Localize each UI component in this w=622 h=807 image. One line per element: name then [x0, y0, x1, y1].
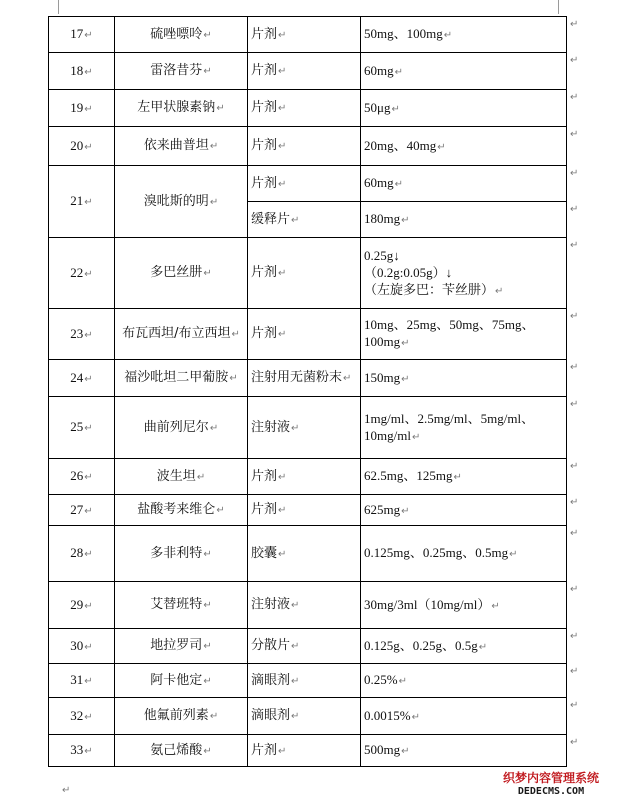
row-number [49, 629, 115, 664]
row-end-mark: ↵ [570, 203, 579, 215]
row-number [49, 53, 115, 90]
drug-name-text: 艾替班特 [150, 597, 203, 612]
specification [361, 127, 567, 166]
drug-name [115, 629, 248, 664]
drug-name-text: 依来曲普坦 [143, 138, 209, 153]
row-number-text: 26 [70, 468, 84, 483]
cell-end-mark: ↵ [291, 422, 300, 434]
row-number-text: 27 [70, 501, 84, 517]
row-number-text: 30 [70, 637, 84, 653]
cell-end-mark: ↵ [394, 179, 404, 190]
specification [361, 202, 567, 238]
table-row [49, 459, 567, 495]
dosage-form-text: 滴眼剂 [251, 672, 291, 688]
row-number [49, 397, 115, 459]
row-end-mark: ↵ [570, 128, 579, 140]
row-number [49, 459, 115, 495]
page-corner-mark-left [58, 0, 59, 14]
row-number-text: 23 [70, 325, 84, 341]
row-number [49, 127, 115, 166]
dosage-form [248, 17, 361, 53]
dosage-form [248, 202, 361, 238]
table-row [49, 664, 567, 698]
drug-name-text: 左甲状腺素钠 [137, 100, 216, 115]
drug-name-text: 曲前列尼尔 [143, 419, 209, 435]
spec-line: 500mg↵ [364, 742, 410, 757]
row-number [49, 166, 115, 238]
specification [361, 582, 567, 629]
cell-end-mark: ↵ [209, 196, 219, 208]
row-end-mark: ↵ [570, 527, 579, 539]
row-number-text: 28 [70, 545, 84, 560]
cell-end-mark: ↵ [291, 214, 300, 226]
cell-end-mark: ↵ [216, 103, 225, 114]
cell-end-mark: ↵ [84, 423, 93, 434]
drug-name [115, 53, 248, 90]
cell-end-mark: ↵ [84, 505, 93, 517]
cell-end-mark: ↵ [216, 505, 225, 516]
cell-end-mark: ↵ [203, 268, 212, 279]
table-row [49, 166, 567, 202]
drug-table [48, 16, 567, 767]
cell-end-mark: ↵ [203, 66, 212, 77]
cell-end-mark: ↵ [391, 103, 400, 115]
cell-end-mark: ↵ [84, 268, 93, 280]
spec-line: 0.25g↓ [364, 247, 400, 263]
cell-end-mark: ↵ [401, 338, 410, 349]
drug-name [115, 90, 248, 127]
cell-end-mark: ↵ [231, 329, 240, 340]
row-end-mark: ↵ [570, 310, 579, 322]
cell-end-mark: ↵ [278, 268, 287, 279]
cell-end-mark: ↵ [84, 676, 93, 687]
dosage-form [248, 629, 361, 664]
cell-end-mark: ↵ [84, 472, 93, 483]
dosage-form [248, 526, 361, 582]
drug-name [115, 582, 248, 629]
row-number [49, 735, 115, 767]
row-end-mark: ↵ [570, 54, 579, 66]
row-end-mark: ↵ [570, 361, 579, 373]
drug-name-text: 硫唑嘌呤 [150, 26, 203, 42]
specification [361, 495, 567, 526]
spec-line: 0.125g、0.25g、0.5g↵ [364, 637, 488, 653]
dosage-form [248, 698, 361, 735]
drug-name-text: 氨己烯酸 [150, 742, 203, 758]
cell-end-mark: ↵ [398, 676, 407, 687]
drug-name-text: 盐酸考来维仑 [137, 502, 216, 517]
dosage-form-text: 缓释片 [251, 211, 291, 227]
specification [361, 238, 567, 309]
row-end-mark: ↵ [570, 665, 579, 677]
row-end-mark: ↵ [570, 699, 579, 711]
cell-end-mark: ↵ [278, 29, 287, 41]
dosage-form-text: 片剂 [251, 265, 278, 280]
dosage-form-text: 片剂 [251, 468, 278, 484]
row-number [49, 238, 115, 309]
cell-end-mark: ↵ [278, 505, 287, 516]
spec-line: 60mg↵ [364, 62, 404, 78]
cell-end-mark: ↵ [411, 431, 421, 443]
drug-name [115, 698, 248, 735]
drug-name [115, 495, 248, 526]
drug-table-body [49, 17, 567, 767]
row-number [49, 17, 115, 53]
spec-line: 1mg/ml、2.5mg/ml、5mg/ml、 [364, 410, 535, 426]
drug-name-text: 雷洛昔芬 [150, 63, 203, 78]
table-row [49, 53, 567, 90]
cell-end-mark: ↵ [278, 141, 287, 152]
dosage-form [248, 90, 361, 127]
dosage-form [248, 309, 361, 360]
specification [361, 735, 567, 767]
specification [361, 53, 567, 90]
dosage-form [248, 664, 361, 698]
spec-line: （左旋多巴：苄丝肼）↵ [364, 281, 504, 297]
cell-end-mark: ↵ [203, 675, 212, 687]
cell-end-mark: ↵ [291, 711, 300, 722]
row-number [49, 309, 115, 360]
row-number-text: 17 [70, 26, 84, 41]
cell-end-mark: ↵ [84, 103, 93, 115]
row-number-text: 18 [70, 62, 84, 78]
cell-end-mark: ↵ [401, 505, 410, 517]
row-number-text: 21 [70, 193, 84, 208]
dosage-form-text: 片剂 [251, 26, 278, 42]
cell-end-mark: ↵ [278, 178, 287, 190]
spec-line: 10mg/ml↵ [364, 427, 421, 443]
row-number [49, 582, 115, 629]
dosage-form-text: 片剂 [251, 138, 278, 153]
row-end-mark: ↵ [570, 460, 579, 472]
row-end-mark: ↵ [570, 91, 579, 103]
spec-line: 625mg↵ [364, 501, 410, 517]
specification [361, 629, 567, 664]
spec-line: 0.0015%↵ [364, 707, 420, 723]
row-end-mark: ↵ [570, 630, 579, 642]
cell-end-mark: ↵ [203, 29, 212, 41]
dosage-form-text: 片剂 [251, 502, 278, 517]
cell-end-mark: ↵ [84, 641, 93, 653]
spec-line: 0.125mg、0.25mg、0.5mg↵ [364, 545, 518, 560]
dosage-form [248, 166, 361, 202]
row-number [49, 360, 115, 397]
row-end-mark: ↵ [570, 583, 579, 595]
row-number-text: 25 [70, 419, 84, 434]
cell-end-mark: ↵ [203, 548, 212, 560]
cell-end-mark: ↵ [209, 422, 219, 434]
row-end-mark: ↵ [570, 167, 579, 179]
table-row [49, 698, 567, 735]
cell-end-mark: ↵ [209, 711, 219, 722]
table-row [49, 735, 567, 767]
row-number-text: 31 [70, 672, 84, 687]
drug-name [115, 397, 248, 459]
cell-end-mark: ↵ [291, 675, 300, 687]
drug-name [115, 17, 248, 53]
specification [361, 526, 567, 582]
cell-end-mark: ↵ [453, 472, 462, 483]
table-row [49, 629, 567, 664]
row-end-mark: ↵ [570, 239, 579, 251]
cell-end-mark: ↵ [84, 373, 93, 385]
specification [361, 17, 567, 53]
specification [361, 90, 567, 127]
table-row [49, 90, 567, 127]
spec-line: 20mg、40mg↵ [364, 137, 446, 153]
table-row [49, 397, 567, 459]
page-corner-mark-right [558, 0, 559, 14]
cell-end-mark: ↵ [84, 549, 93, 560]
spec-line: 60mg↵ [364, 175, 404, 190]
dosage-form-text: 片剂 [251, 326, 278, 341]
row-number [49, 495, 115, 526]
table-row [49, 309, 567, 360]
cell-end-mark: ↵ [84, 66, 93, 78]
row-number [49, 698, 115, 735]
dosage-form-text: 分散片 [251, 638, 291, 653]
spec-line: 150mg↵ [364, 369, 410, 385]
cell-end-mark: ↵ [278, 329, 287, 340]
cell-end-mark: ↵ [343, 373, 352, 384]
table-row [49, 582, 567, 629]
cell-end-mark: ↵ [209, 141, 219, 152]
drug-name-text: 布瓦西坦/布立西坦 [122, 326, 231, 341]
cell-end-mark: ↵ [401, 746, 410, 757]
cell-end-mark: ↵ [443, 30, 453, 41]
drug-name [115, 526, 248, 582]
specification [361, 459, 567, 495]
dosage-form-text: 胶囊 [251, 545, 278, 561]
drug-name-text: 他氟前列素 [143, 708, 209, 723]
dosage-form [248, 53, 361, 90]
cell-end-mark: ↵ [84, 141, 93, 153]
cell-end-mark: ↵ [278, 745, 287, 757]
spec-line: 10mg、25mg、50mg、75mg、 [364, 317, 535, 332]
cell-end-mark: ↵ [491, 600, 500, 612]
dosage-form-text: 片剂 [251, 100, 278, 115]
table-row [49, 360, 567, 397]
row-number-text: 20 [70, 137, 84, 153]
specification [361, 309, 567, 360]
drug-name [115, 309, 248, 360]
row-number [49, 664, 115, 698]
cell-end-mark: ↵ [84, 30, 93, 41]
watermark [484, 771, 618, 798]
drug-name-text: 波生坦 [156, 468, 196, 484]
specification [361, 360, 567, 397]
cell-end-mark: ↵ [278, 103, 287, 114]
spec-line: 100mg↵ [364, 334, 410, 349]
cell-end-mark: ↵ [495, 285, 504, 297]
specification [361, 698, 567, 735]
cell-end-mark: ↵ [203, 600, 212, 611]
specification [361, 166, 567, 202]
table-row [49, 495, 567, 526]
spec-line: （0.2g:0.05g）↓ [364, 264, 453, 280]
drug-name-text: 多非利特 [150, 545, 203, 561]
drug-name [115, 360, 248, 397]
dosage-form [248, 238, 361, 309]
table-row [49, 127, 567, 166]
dosage-form [248, 582, 361, 629]
table-row [49, 526, 567, 582]
dosage-form-text: 滴眼剂 [251, 708, 291, 723]
row-number [49, 90, 115, 127]
dosage-form [248, 735, 361, 767]
cell-end-mark: ↵ [203, 641, 212, 652]
cell-end-mark: ↵ [509, 549, 518, 560]
dosage-form-text: 片剂 [251, 742, 278, 758]
paragraph-mark: ↵ [62, 785, 71, 796]
dosage-form [248, 127, 361, 166]
cell-end-mark: ↵ [84, 746, 93, 757]
drug-name [115, 664, 248, 698]
cell-end-mark: ↵ [411, 711, 420, 723]
row-number-text: 32 [70, 707, 84, 723]
spec-line: 62.5mg、125mg↵ [364, 468, 462, 483]
cell-end-mark: ↵ [84, 600, 93, 612]
row-number-text: 22 [70, 264, 84, 280]
watermark-title: 织梦内容管理系统 [502, 771, 599, 785]
specification [361, 664, 567, 698]
drug-name-text: 多巴丝肼 [150, 265, 203, 280]
cell-end-mark: ↵ [437, 141, 446, 153]
dosage-form [248, 397, 361, 459]
cell-end-mark: ↵ [401, 215, 410, 226]
cell-end-mark: ↵ [291, 641, 300, 652]
cell-end-mark: ↵ [478, 641, 488, 653]
cell-end-mark: ↵ [84, 711, 93, 723]
drug-name [115, 166, 248, 238]
spec-line: 50mg、100mg↵ [364, 26, 453, 41]
cell-end-mark: ↵ [291, 600, 300, 611]
row-number-text: 29 [70, 596, 84, 612]
drug-name-text: 福沙吡坦二甲葡胺 [124, 370, 229, 385]
dosage-form [248, 360, 361, 397]
row-number-text: 33 [70, 742, 84, 757]
dosage-form-text: 片剂 [251, 63, 278, 78]
cell-end-mark: ↵ [401, 373, 410, 385]
cell-end-mark: ↵ [278, 548, 287, 560]
drug-name-text: 地拉罗司 [150, 638, 203, 653]
cell-end-mark: ↵ [84, 197, 93, 208]
row-number-text: 19 [70, 99, 84, 115]
cell-end-mark: ↵ [278, 66, 287, 77]
dosage-form [248, 495, 361, 526]
cell-end-mark: ↵ [196, 471, 206, 483]
dosage-form [248, 459, 361, 495]
dosage-form-text: 注射液 [251, 597, 291, 612]
watermark-url: DEDECMS.COM [517, 786, 585, 797]
row-end-mark: ↵ [570, 736, 579, 748]
cell-end-mark: ↵ [84, 329, 93, 341]
drug-name [115, 735, 248, 767]
drug-name-text: 溴吡斯的明 [143, 193, 209, 209]
row-end-mark: ↵ [570, 18, 579, 30]
specification [361, 397, 567, 459]
dosage-form-text: 片剂 [251, 175, 278, 191]
drug-name [115, 238, 248, 309]
cell-end-mark: ↵ [278, 471, 287, 483]
row-end-mark: ↵ [570, 398, 579, 410]
dosage-form-text: 注射液 [251, 419, 291, 435]
dosage-form-text: 注射用无菌粉末 [251, 370, 343, 385]
spec-line: 0.25%↵ [364, 672, 407, 687]
spec-line: 180mg↵ [364, 211, 410, 226]
table-row [49, 238, 567, 309]
row-number-text: 24 [70, 369, 84, 385]
table-row [49, 17, 567, 53]
drug-name [115, 459, 248, 495]
spec-line: 30mg/3ml（10mg/ml）↵ [364, 596, 500, 612]
row-number [49, 526, 115, 582]
drug-name [115, 127, 248, 166]
row-end-mark: ↵ [570, 496, 579, 508]
spec-line: 50μg↵ [364, 99, 400, 115]
drug-name-text: 阿卡他定 [150, 672, 203, 688]
cell-end-mark: ↵ [203, 745, 212, 757]
cell-end-mark: ↵ [229, 373, 238, 384]
cell-end-mark: ↵ [394, 66, 404, 78]
